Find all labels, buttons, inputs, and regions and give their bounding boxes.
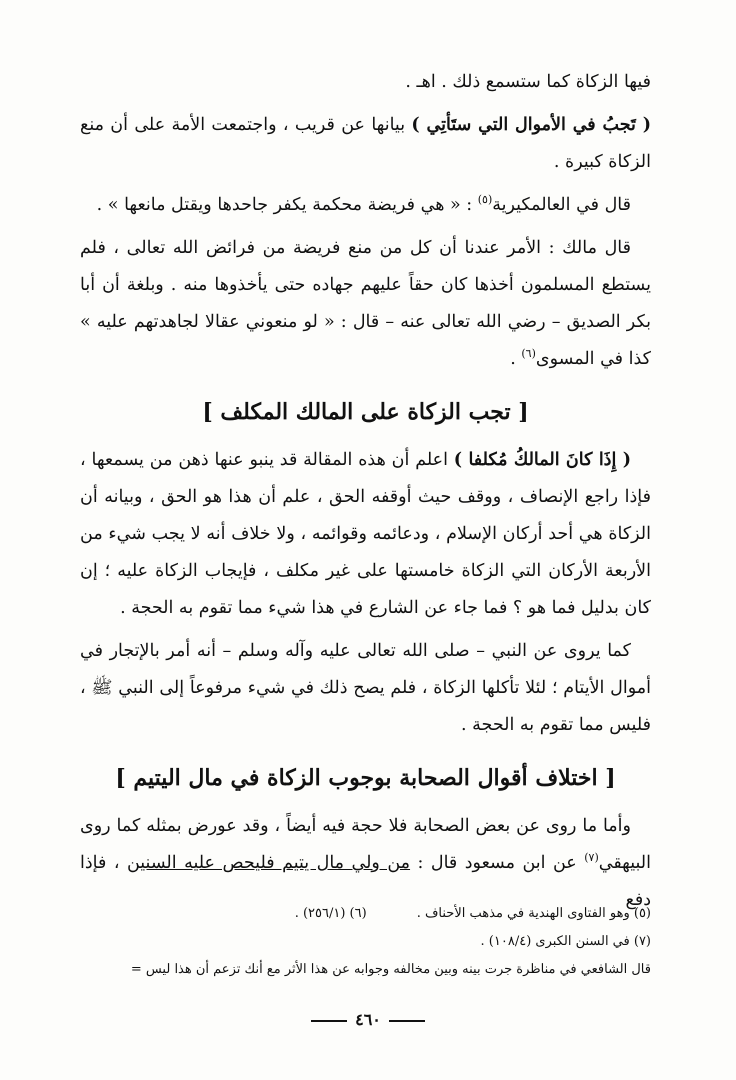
dash-right (311, 1020, 347, 1022)
footnotes (80, 900, 651, 984)
paragraph-3 (80, 187, 651, 224)
paragraph-3-text-a: قال في العالمكيرية (492, 195, 631, 215)
paragraph-2-text: بيانها عن قريب ، واجتمعت الأمة على أن منع الزكاة كبيرة . (80, 115, 651, 172)
page-number (0, 1010, 736, 1029)
footnote-5: (٥) وهو الفتاوى الهندية في مذهب الأحناف . (416, 906, 651, 921)
section-heading-2: [ اختلاف أقوال الصحابة بوجوب الزكاة في مال اليتيم ] (115, 765, 616, 791)
footnote-row-1 (80, 900, 651, 928)
footnote-ref-5: (٥) (477, 193, 493, 207)
footnote-row-3 (80, 956, 651, 984)
paragraph-3-text-b: : « هي فريضة محكمة يكفر جاحدها ويقتل مانعها » . (96, 195, 478, 215)
footnote-row-2 (80, 928, 651, 956)
paragraph-4-text: قال مالك : الأمر عندنا أن كل من منع فريضة من فرائض الله تعالى ، فلم يستطع المسلمون أخذها كان حقاً عليهم جهاده حتى يأخذوها منه . وبلغة أن أبا بكر الصديق – رضي الله تعالى عنه – قال : « لو منعوني عقالا لجاهدتهم عليه » كذا في المسوى (80, 238, 651, 369)
page-number-text: ٤٦٠ (355, 1010, 381, 1029)
paragraph-5 (80, 442, 651, 627)
paragraph-1-text: فيها الزكاة كما ستسمع ذلك . اهـ . (405, 72, 651, 92)
paragraph-7-text-a: وأما ما روى عن بعض الصحابة فلا حجة فيه أيضاً ، وقد عورض بمثله كما روى البيهقي (80, 816, 651, 873)
paragraph-6-text: كما يروى عن النبي – صلى الله تعالى عليه وآله وسلم – أنه أمر بالإتجار في أموال الأيتام ؛ لئلا تأكلها الزكاة ، فلم يصح ذلك في شيء مرفوعاً إلى النبي ﷺ ، فليس مما تقوم به الحجة . (80, 641, 651, 735)
footnote-ref-7: (٧) (584, 851, 599, 865)
matn-quote-2: ( إِذَا كانَ المالكُ مُكلفا ) (453, 450, 631, 470)
paragraph-7-text-c: ، فإذا دفع (80, 853, 651, 910)
dash-left (389, 1020, 425, 1022)
footnote-7: (٧) في السنن الكبرى (١٠٨/٤) . (480, 934, 651, 949)
paragraph-7-text-b: عن ابن مسعود قال : (410, 853, 585, 873)
matn-quote: ( تَجبُ في الأموال التي ستَأتِي ) (411, 115, 652, 135)
paragraph-1 (80, 64, 651, 101)
footnote-6: (٦) (٢٥٦/١) . (294, 906, 367, 921)
underlined-quote: من ولي مال يتيم فليحص عليه السنين (126, 853, 411, 873)
footnote-ref-6: (٦) (521, 347, 536, 361)
paragraph-4-end: . (510, 349, 522, 369)
paragraph-4 (80, 230, 651, 378)
paragraph-5-text: اعلم أن هذه المقالة قد ينبو عنها ذهن من يسمعها ، فإذا راجع الإنصاف ، ووقف حيث أوقفه الحق ، علم أن هذا هو الحق ، وبيانه أن الزكاة هي أحد أركان الإسلام ، ودعائمه وقوائمه ، ولا خلاف أنه لا يجب شيء من الأربعة الأركان التي الزكاة خامستها على غير مكلف ، فإيجاب الزكاة عليه ؛ إن كان بدليل فما هو ؟ فما جاء عن الشارع في هذا شيء مما تقوم به الحجة . (80, 450, 651, 618)
paragraph-6 (80, 633, 651, 744)
footnote-continuation: قال الشافعي في مناظرة جرت بينه وبين مخالفه وجوابه عن هذا الأثر مع أنك تزعم أن هذا ليس = (130, 962, 651, 977)
paragraph-2 (80, 107, 651, 181)
section-heading-1: [ تجب الزكاة على المالك المكلف ] (202, 399, 529, 425)
main-text (80, 64, 651, 925)
